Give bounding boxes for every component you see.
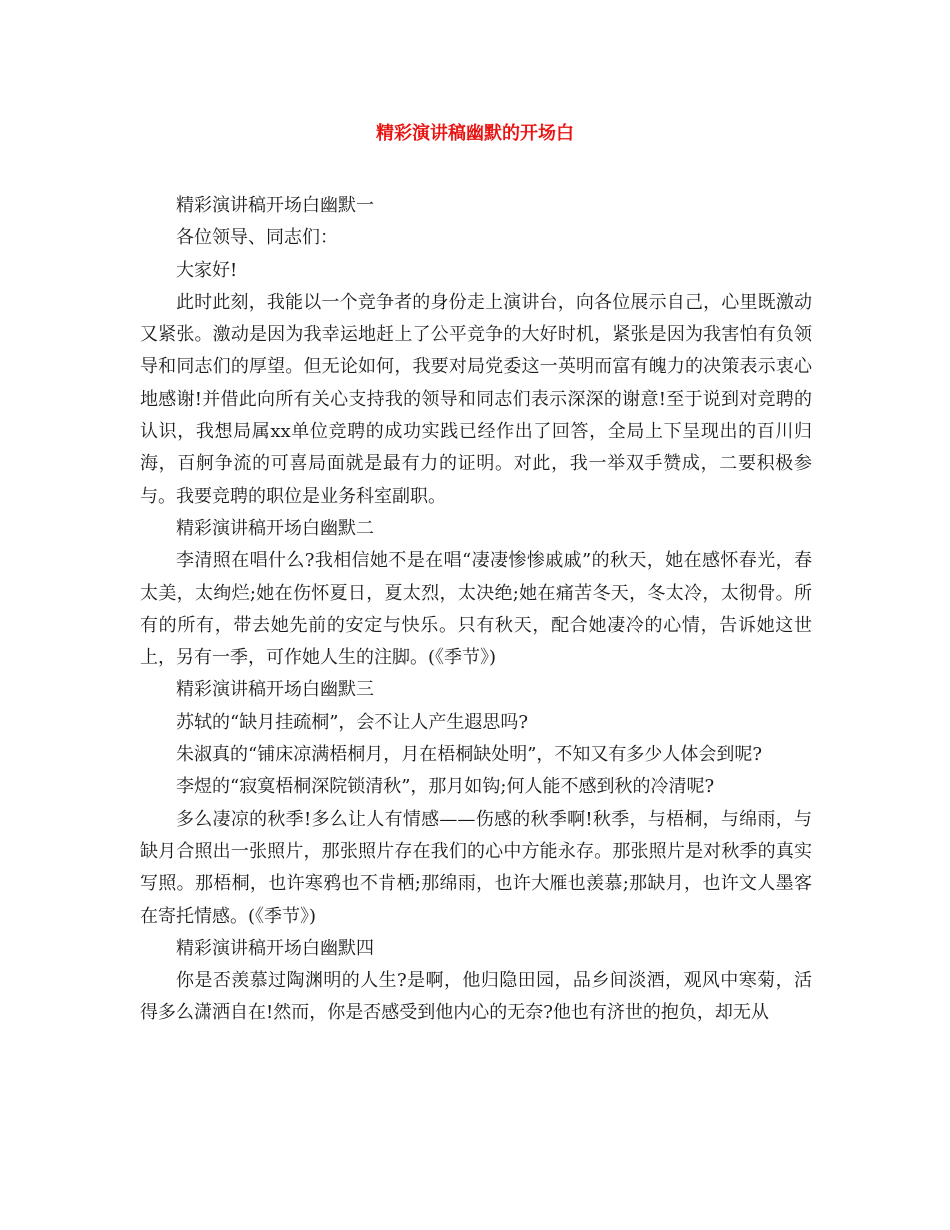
greeting: 大家好!: [176, 259, 238, 281]
section-heading-4: 精彩演讲稿开场白幽默四: [176, 937, 374, 959]
section-heading-2: 精彩演讲稿开场白幽默二: [176, 517, 374, 539]
document-body: [140, 190, 812, 1030]
paragraph-3c: 李煜的“寂寞梧桐深院锁清秋”，那月如钩;何人能不感到秋的冷清呢?: [176, 776, 715, 798]
paragraph-3b: 朱淑真的“铺床凉满梧桐月，月在梧桐缺处明”，不知又有多少人体会到呢?: [176, 744, 763, 766]
paragraph-4: 你是否羡慕过陶渊明的人生?是啊，他归隐田园，品乡间淡酒，观风中寒菊，活得多么潇洒自在!然而，你是否感受到他内心的无奈?他也有济世的抱负，却无从: [140, 970, 812, 1024]
document-title: 精彩演讲稿幽默的开场白: [376, 123, 574, 144]
paragraph-3d: 多么凄凉的秋季!多么让人有情感——伤感的秋季啊!秋季，与梧桐，与绵雨，与缺月合照出一张照片，那张照片存在我们的心中方能永存。那张照片是对秋季的真实写照。那梧桐，也许寒鸦也不肯栖;那绵雨，也许大雁也羡慕;那缺月，也许文人墨客在寄托情感。(《季节》): [140, 808, 812, 927]
paragraph-3a: 苏轼的“缺月挂疏桐”，会不让人产生遐思吗?: [176, 711, 529, 733]
paragraph-2: 李清照在唱什么?我相信她不是在唱“凄凄惨惨戚戚”的秋天，她在感怀春光，春太美，太绚烂;她在伤怀夏日，夏太烈，太决绝;她在痛苦冬天，冬太冷，太彻骨。所有的所有，带去她先前的安定与快乐。只有秋天，配合她凄冷的心情，告诉她这世上，另有一季，可作她人生的注脚。(《季节》): [140, 550, 812, 669]
section-heading-1: 精彩演讲稿开场白幽默一: [176, 195, 374, 216]
salutation: 各位领导、同志们：: [176, 227, 338, 249]
section-heading-3: 精彩演讲稿开场白幽默三: [176, 679, 374, 701]
paragraph-1: 此时此刻，我能以一个竞争者的身份走上演讲台，向各位展示自己，心里既激动又紧张。激动是因为我幸运地赶上了公平竞争的大好时机，紧张是因为我害怕有负领导和同志们的厚望。但无论如何，我要对局党委这一英明而富有魄力的决策表示衷心地感谢!并借此向所有关心支持我的领导和同志们表示深深的谢意!至于说到对竞聘的认识，我想局属xx单位竞聘的成功实践已经作出了回答，全局上下呈现出的百川归海，百舸争流的可喜局面就是最有力的证明。对此，我一举双手赞成，二要积极参与。我要竞聘的职位是业务科室副职。: [140, 291, 812, 507]
